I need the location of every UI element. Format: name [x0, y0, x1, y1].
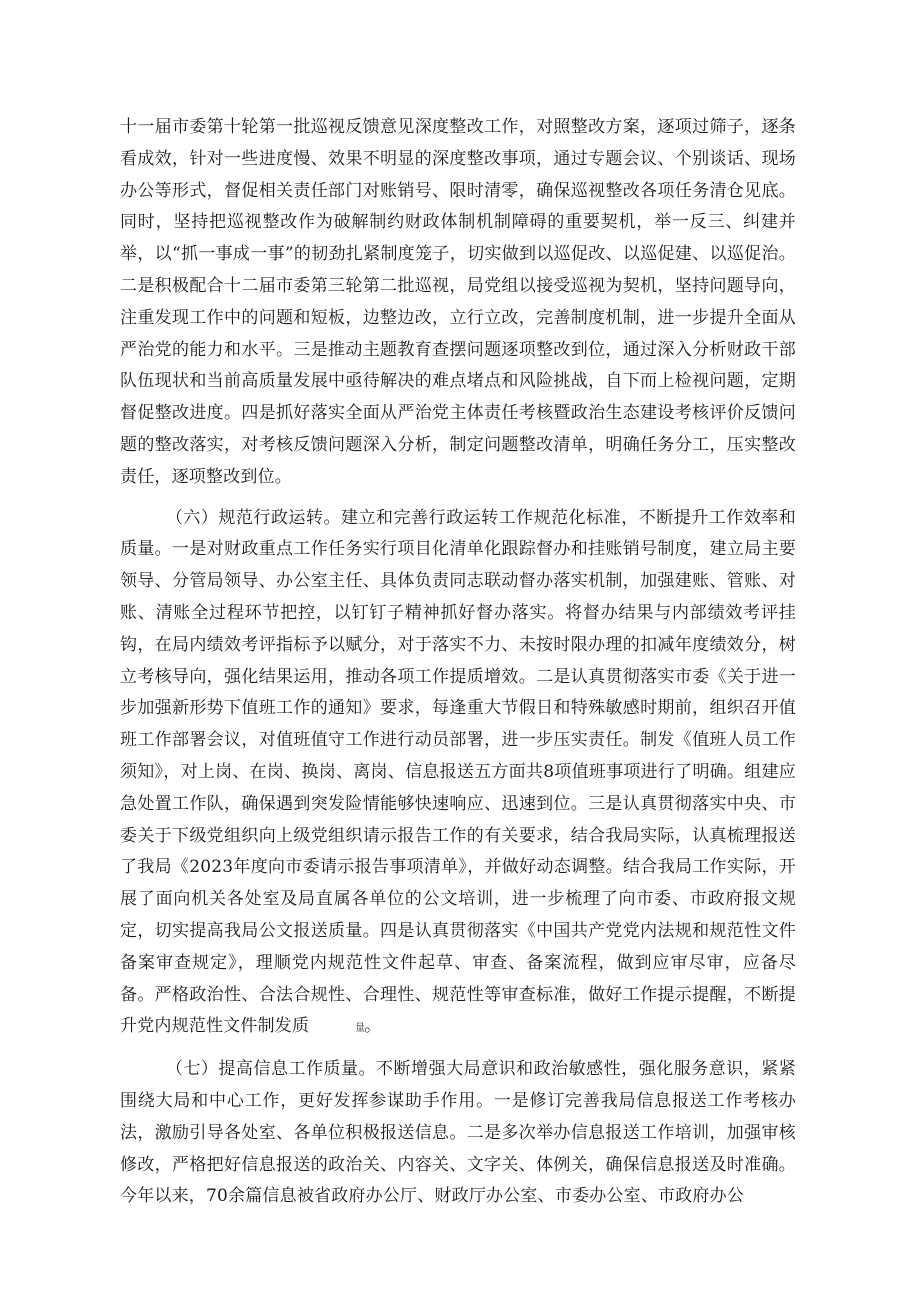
paragraph-end-punctuation: 。 — [364, 1016, 382, 1037]
smudged-character: 量 — [355, 1023, 365, 1035]
paragraph-information-work: （七）提高信息工作质量。不断增强大局意识和政治敏感性，强化服务意识，紧紧围绕大局和中心工作，更好发挥参谋助手作用。一是修订完善我局信息报送工作考核办法，激励引导各处室、各单位积极报送信息。二是多次举办信息报送工作培训，加强审核修改，严格把好信息报送的政治关、内容关、文字关、体例关，确保信息报送及时准确。今年以来，70余篇信息被省政府办公厅、财政厅办公室、市委办公室、市政府办公 — [120, 1059, 796, 1207]
paragraph-inspection-rectification: 十一届市委第十轮第一批巡视反馈意见深度整改工作，对照整改方案，逐项过筛子，逐条看成效，针对一些进度慢、效果不明显的深度整改事项，通过专题会议、个别谈话、现场办公等形式，督促相关责任部门对账销号、限时清零，确保巡视整改各项任务清仓见底。同时，坚持把巡视整改作为破解制约财政体制机制障碍的重要契机，举一反三、纠建并举，以“抓一事成一事”的韧劲扎紧制度笼子，切实做到以巡促改、以巡促建、以巡促治。二是积极配合十二届市委第三轮第二批巡视，局党组以接受巡视为契机，坚持问题导向，注重发现工作中的问题和短板，边整边改，立行立改，完善制度机制，进一步提升全面从严治党的能力和水平。三是推动主题教育查摆问题逐项整改到位，通过深入分析财政干部队伍现状和当前高质量发展中亟待解决的难点堵点和风险挑战，自下而上检视问题，定期督促整改进度。四是抓好落实全面从严治党主体责任考核暨政治生态建设考核评价反馈问题的整改落实，对考核反馈问题深入分析，制定问题整改清单，明确任务分工，压实整改责任，逐项整改到位。 — [120, 117, 796, 487]
paragraph-administrative-operation — [120, 503, 796, 1046]
paragraph-text: （六）规范行政运转。建立和完善行政运转工作规范化标准，不断提升工作效率和质量。一是对财政重点工作任务实行项目化清单化跟踪督办和挂账销号制度，建立局主要领导、分管局领导、办公室主任、具体负责同志联动督办落实机制，加强建账、管账、对账、清账全过程环节把控，以钉钉子精神抓好督办落实。将督办结果与内部绩效考评挂钩，在局内绩效考评指标予以赋分，对于落实不力、未按时限办理的扣减年度绩效分，树立考核导向，强化结果运用，推动各项工作提质增效。二是认真贯彻落实市委《关于进一步加强新形势下值班工作的通知》要求，每逢重大节假日和特殊敏感时期前，组织召开值班工作部署会议，对值班值守工作进行动员部署，进一步压实责任。制发《值班人员工作须知》，对上岗、在岗、换岗、离岗、信息报送五方面共8项值班事项进行了明确。组建应急处置工作队，确保遇到突发险情能够快速响应、迅速到位。三是认真贯彻落实中央、市委关于下级党组织向上级党组织请示报告工作的有关要求，结合我局实际，认真梳理报送了我局《2023年度向市委请示报告事项清单》，并做好动态调整。结合我局工作实际，开展了面向机关各处室及局直属各单位的公文培训，进一步梳理了向市委、市政府报文规定，切实提高我局公文报送质量。四是认真贯彻落实《中国共产党党内法规和规范性文件备案审查规定》，理顺党内规范性文件起草、审查、备案流程，做到应审尽审，应备尽备。严格政治性、合法合规性、合理性、规范性等审查标准，做好工作提示提醒，不断提升党内规范性文件制发质 — [120, 507, 796, 1037]
document-body — [120, 112, 796, 1222]
